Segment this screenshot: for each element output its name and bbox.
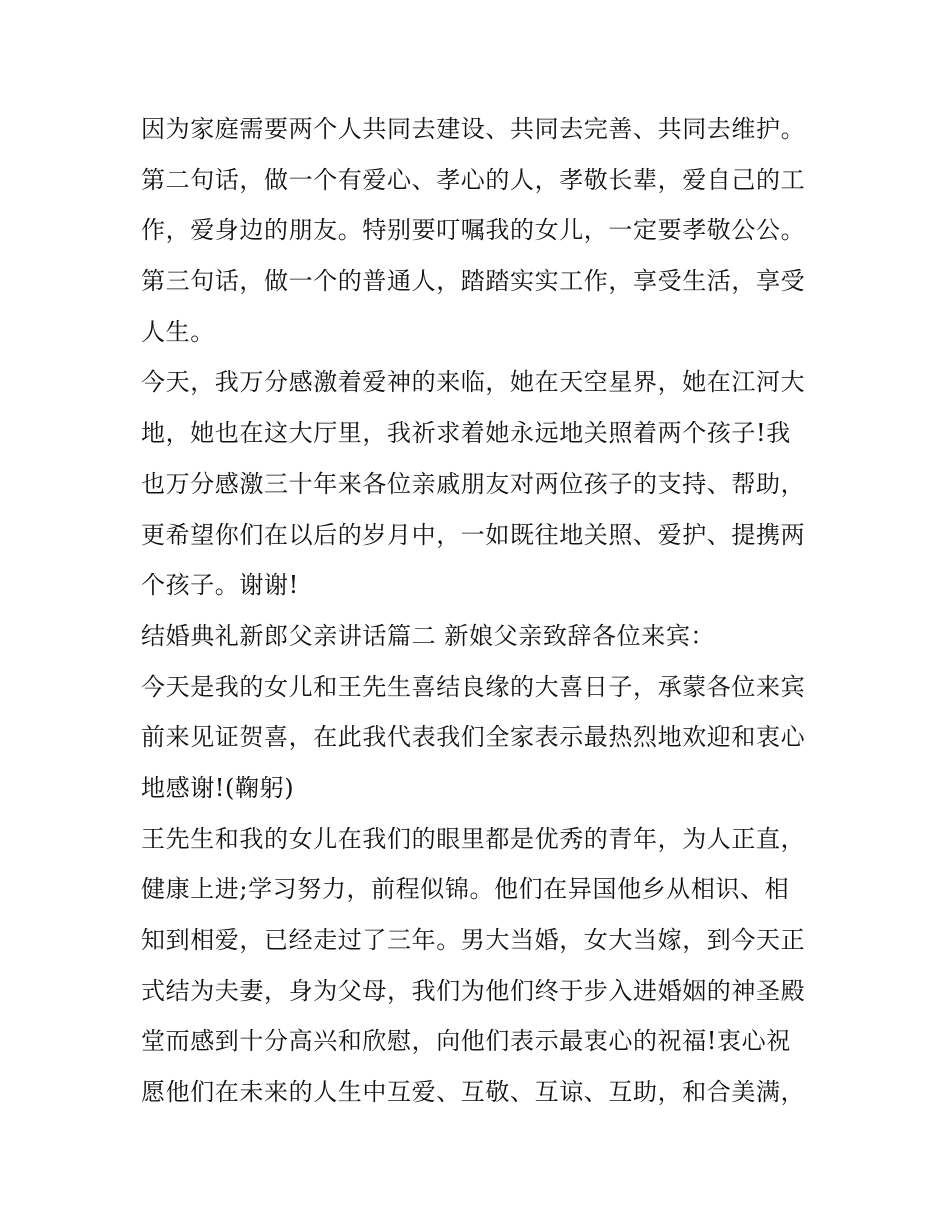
text-line: 前来见证贺喜，在此我代表我们全家表示最热烈地欢迎和衷心	[141, 723, 806, 752]
text-line: 地，她也在这大厅里，我祈求着她永远地关照着两个孩子!我	[141, 419, 791, 448]
text-line: 知到相爱，已经走过了三年。男大当婚，女大当嫁，到今天正	[141, 926, 806, 954]
text-line: 作，爱身边的朋友。特别要叮嘱我的女儿，一定要孝敬公公。	[141, 216, 806, 245]
text-line: 式结为夫妻，身为父母，我们为他们终于步入进婚姻的神圣殿	[141, 976, 806, 1005]
text-line: 今天是我的女儿和王先生喜结良缘的大喜日子，承蒙各位来宾	[141, 672, 806, 701]
section-heading: 结婚典礼新郎父亲讲话篇二 新娘父亲致辞各位来宾：	[141, 621, 716, 650]
text-line: 个孩子。谢谢!	[141, 571, 299, 600]
text-line: 也万分感激三十年来各位亲戚朋友对两位孩子的支持、帮助，	[141, 469, 806, 498]
text-line: 愿他们在未来的人生中互爱、互敬、互谅、互助，和合美满，	[141, 1078, 806, 1107]
text-line: 更希望你们在以后的岁月中，一如既往地关照、爱护、提携两	[141, 520, 806, 549]
text-line: 第三句话，做一个的普通人，踏踏实实工作，享受生活，享受	[141, 267, 806, 296]
text-line: 健康上进;学习努力，前程似锦。他们在异国他乡从相识、相	[141, 875, 790, 904]
text-line: 第二句话，做一个有爱心、孝心的人，孝敬长辈，爱自己的工	[141, 165, 806, 194]
text-line: 今天，我万分感激着爱神的来临，她在天空星界，她在江河大	[141, 368, 806, 397]
text-line: 地感谢!(鞠躬)	[141, 773, 295, 802]
text-line: 因为家庭需要两个人共同去建设、共同去完善、共同去维护。	[141, 115, 806, 143]
text-line: 堂而感到十分高兴和欣慰，向他们表示最衷心的祝福!衷心祝	[141, 1027, 791, 1056]
text-line: 人生。	[141, 317, 215, 346]
body-text	[141, 104, 821, 1118]
text-line: 王先生和我的女儿在我们的眼里都是优秀的青年，为人正直，	[141, 824, 806, 853]
